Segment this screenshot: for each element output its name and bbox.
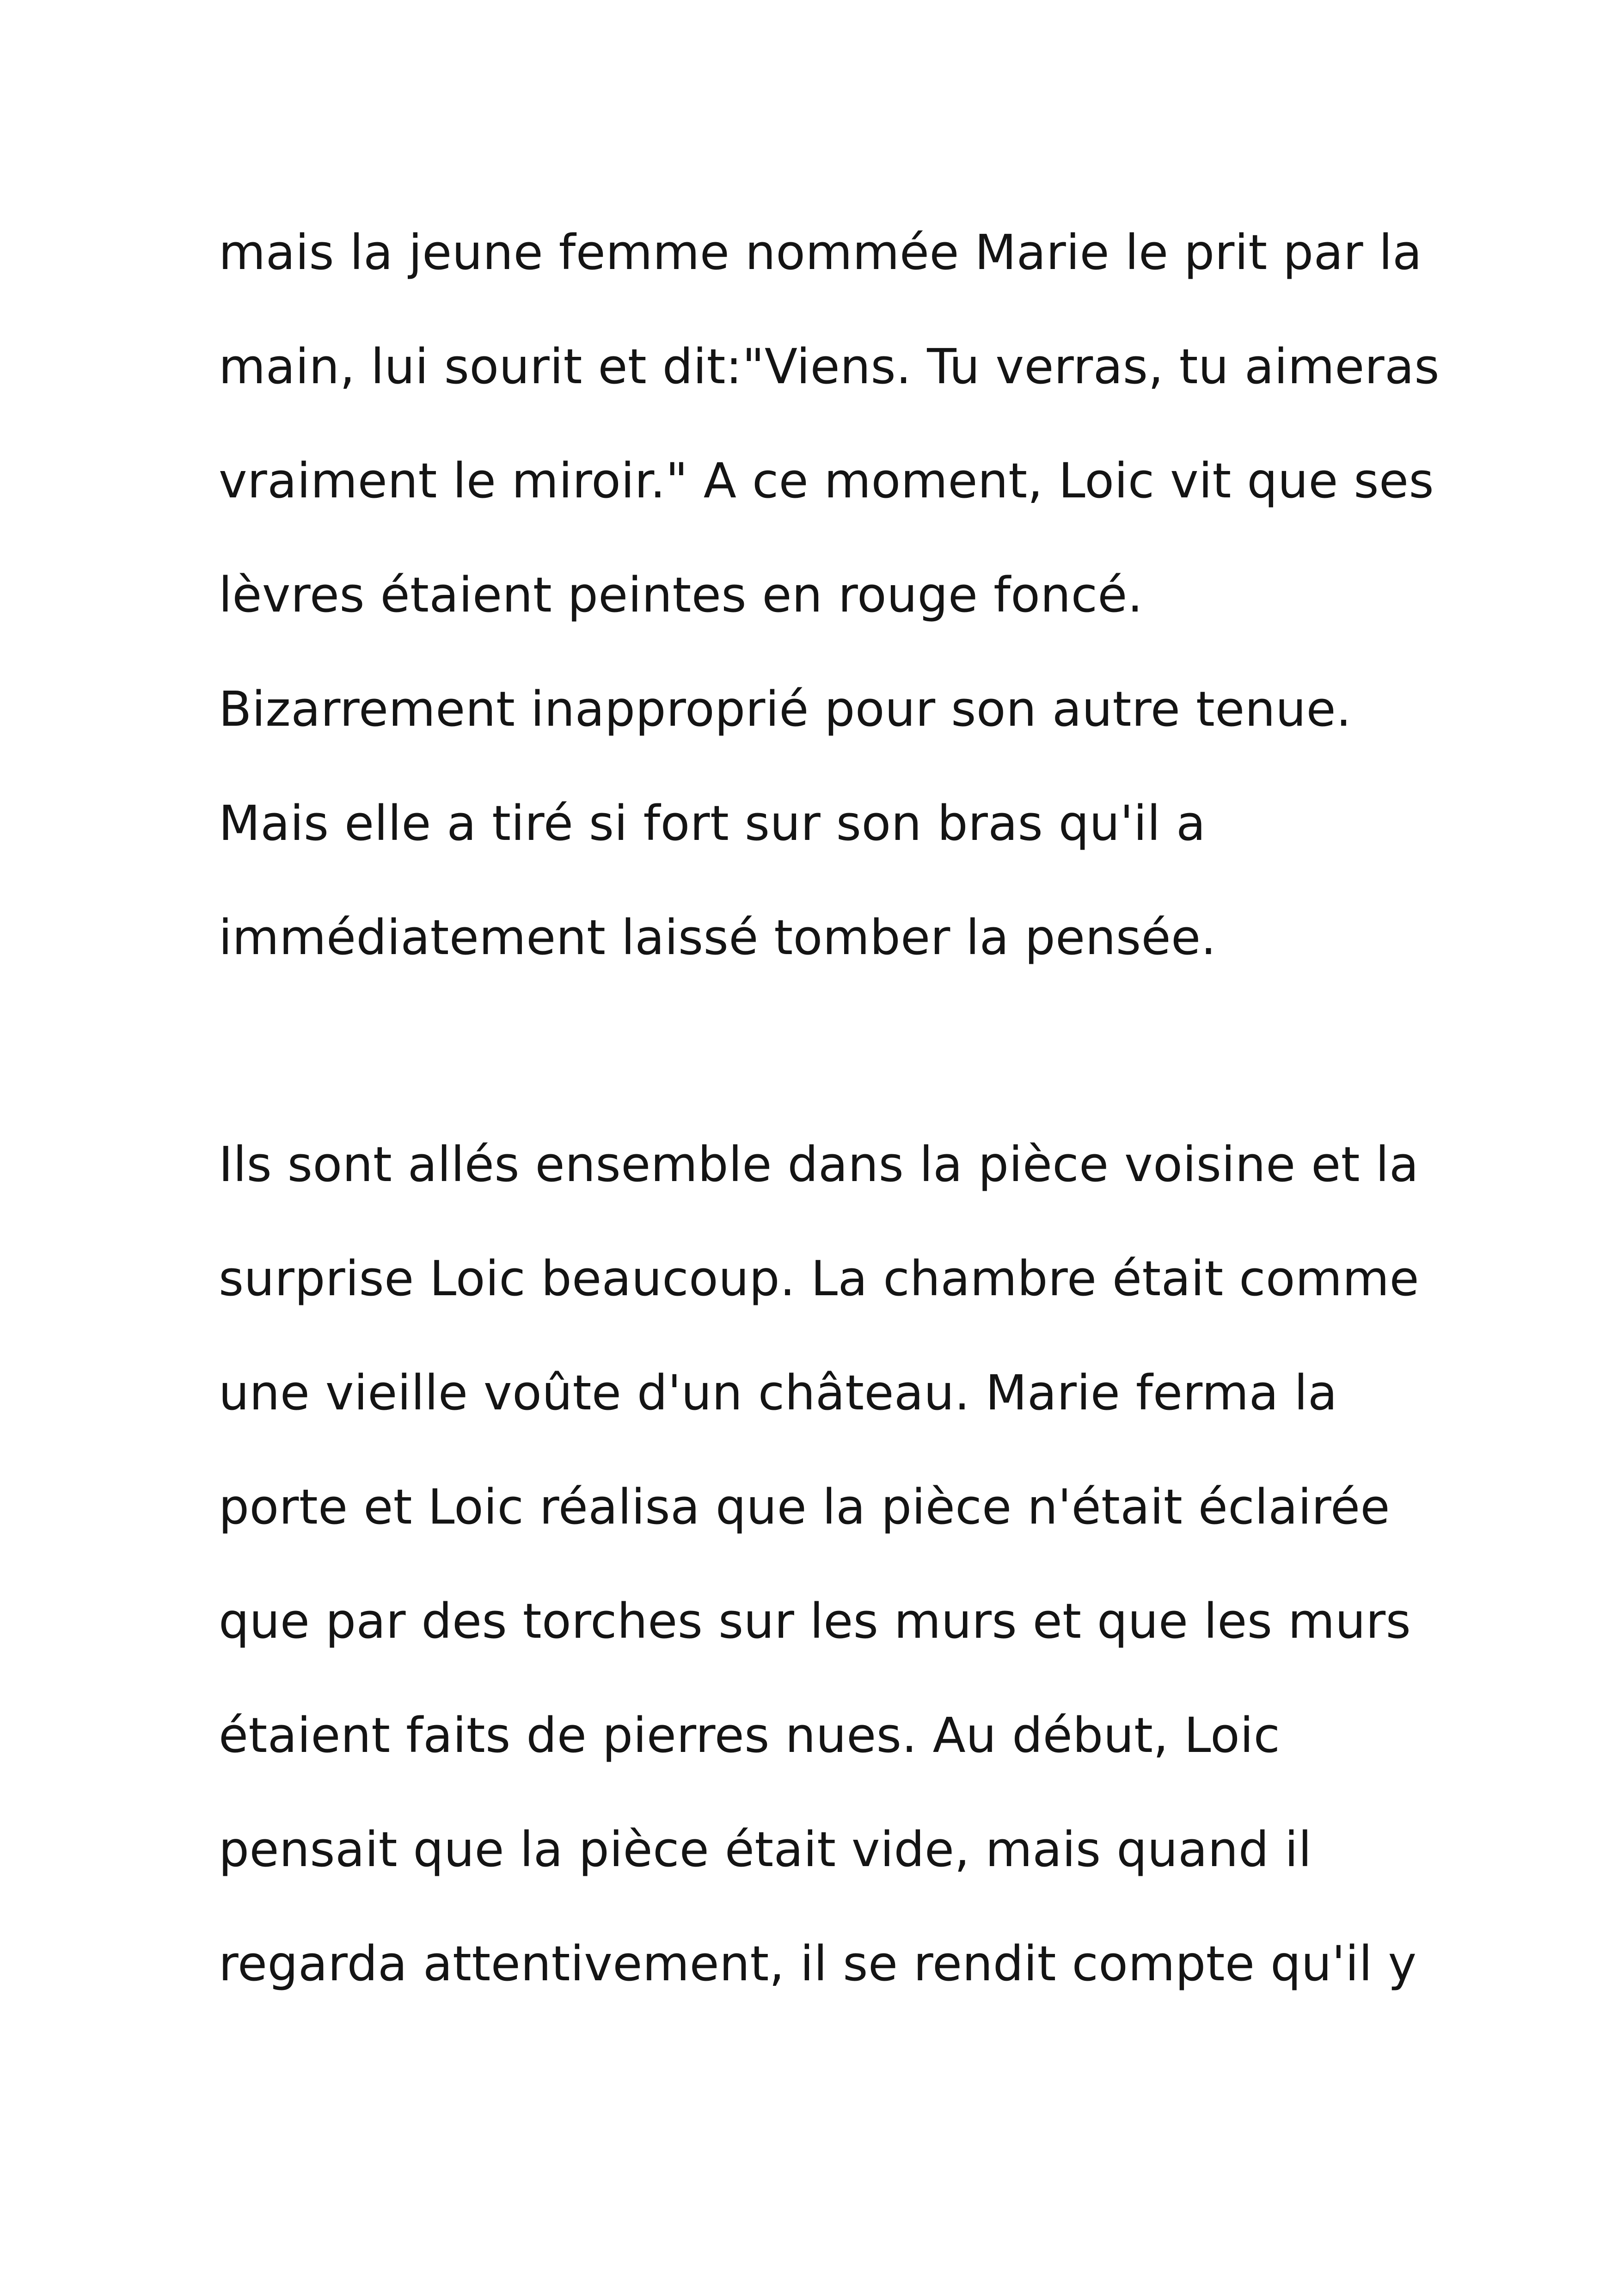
text-line: étaient faits de pierres nues. Au début, Loic: [219, 1707, 1281, 1763]
text-line: main, lui sourit et dit:"Viens. Tu verras, tu aimeras: [219, 338, 1440, 395]
text-line: immédiatement laissé tomber la pensée.: [219, 909, 1217, 966]
text-line: Ils sont allés ensemble dans la pièce voisine et la: [219, 1136, 1419, 1193]
text-line: pensait que la pièce était vide, mais quand il: [219, 1821, 1312, 1878]
text-line: lèvres étaient peintes en rouge foncé.: [219, 567, 1143, 623]
text-line: Mais elle a tiré si fort sur son bras qu'il a: [219, 795, 1206, 851]
paragraph-2: [219, 1108, 1467, 2021]
text-line: vraiment le miroir." A ce moment, Loic vit que ses: [219, 453, 1434, 509]
text-line: mais la jeune femme nommée Marie le prit par la: [219, 224, 1422, 281]
text-line: regarda attentivement, il se rendit compte qu'il y: [219, 1935, 1417, 1992]
text-line: surprise Loic beaucoup. La chambre était comme: [219, 1250, 1420, 1307]
paragraph-1: [219, 196, 1467, 995]
text-line: Bizarrement inapproprié pour son autre tenue.: [219, 681, 1352, 737]
text-line: une vieille voûte d'un château. Marie ferma la: [219, 1365, 1338, 1421]
text-line: porte et Loic réalisa que la pièce n'était éclairée: [219, 1479, 1390, 1535]
text-line: que par des torches sur les murs et que les murs: [219, 1593, 1411, 1649]
